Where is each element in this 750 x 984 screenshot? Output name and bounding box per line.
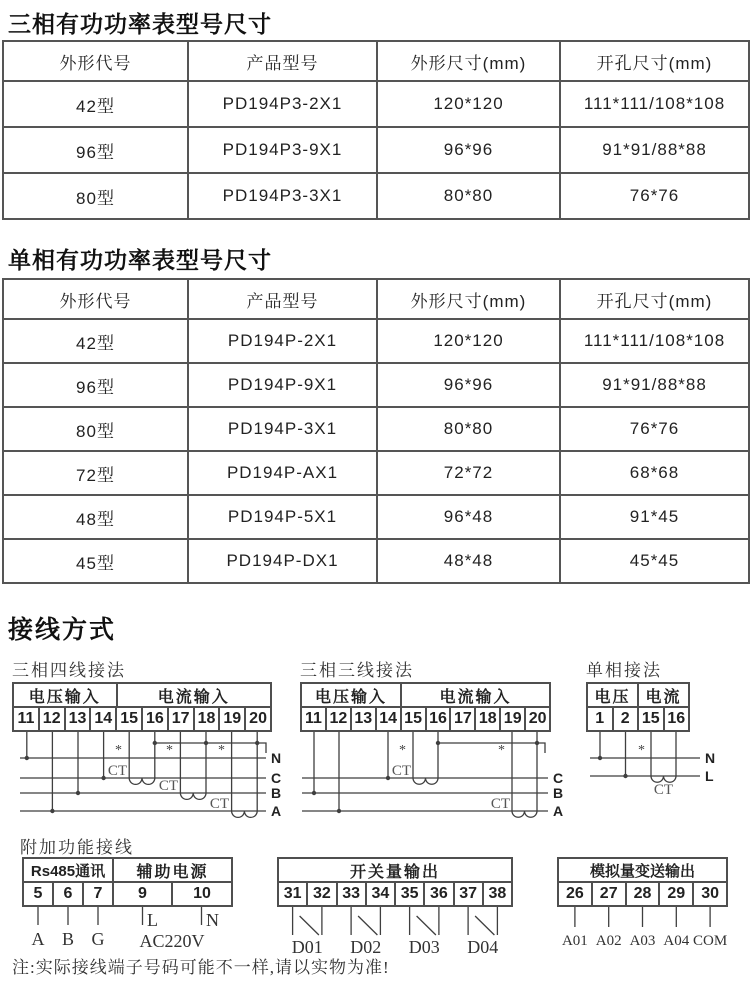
rs485-power-block	[22, 857, 237, 959]
table-row	[3, 319, 749, 363]
do1-label: D01	[291, 937, 323, 957]
terminal-11: 11	[304, 710, 322, 727]
ct-common-wire	[438, 743, 545, 753]
terminal-37: 37	[453, 883, 482, 905]
terminal-38: 38	[482, 883, 511, 905]
analog-output-wires	[557, 907, 732, 961]
terminal-32: 32	[306, 883, 335, 905]
terminal-13: 13	[64, 708, 90, 730]
ct-label: CT	[209, 796, 229, 812]
cell-cutout-size: 68*68	[560, 451, 749, 495]
ct-coil-phase-c	[413, 732, 438, 784]
voltage-header: 电压	[594, 688, 631, 706]
diagram-title: 三相三线接法	[300, 661, 414, 680]
cell-cutout-size: 111*111/108*108	[560, 319, 749, 363]
cell-shape-code: 45型	[3, 539, 188, 583]
terminal-strip	[557, 857, 728, 907]
three-phase-spec-table	[2, 40, 750, 220]
phase-label-a: A	[271, 803, 282, 819]
cell-outer-size: 96*96	[377, 363, 560, 407]
do3-label: D03	[408, 937, 440, 957]
terminal-12: 12	[325, 708, 350, 730]
strip-header-row	[559, 859, 726, 881]
single-phase-diagram-wires	[586, 732, 718, 812]
strip-header-row	[24, 859, 231, 881]
voltage-input-header: 电压输入	[28, 688, 101, 706]
terminal-14: 14	[375, 708, 400, 730]
terminal-20: 20	[244, 708, 270, 730]
diagram-title: 单相接法	[586, 661, 662, 680]
analog-output-header: 模拟量变送输出	[589, 862, 695, 880]
terminal-15: 15	[115, 708, 141, 730]
terminal-31: 31	[283, 885, 302, 902]
ct-label: CT	[490, 796, 510, 812]
terminal-14: 14	[89, 708, 115, 730]
cell-outer-size: 96*48	[377, 495, 560, 539]
table-header-row	[3, 279, 749, 319]
col-header-model: 产品型号	[188, 279, 377, 319]
rs485-a-label: A	[31, 929, 45, 949]
do2-label: D02	[350, 937, 382, 957]
com-label: COM	[693, 933, 728, 949]
terminal-27: 27	[591, 883, 625, 905]
ct-label: CT	[653, 782, 674, 798]
terminal-11: 11	[17, 710, 35, 727]
terminal-16: 16	[141, 708, 167, 730]
polarity-star: *	[638, 743, 645, 758]
polarity-star: *	[399, 743, 406, 758]
footer-note: 注:实际接线端子号码可能不一样,请以实物为准!	[12, 958, 390, 977]
cell-cutout-size: 91*91/88*88	[560, 363, 749, 407]
cell-outer-size: 120*120	[377, 319, 560, 363]
terminal-13: 13	[350, 708, 375, 730]
cell-outer-size: 96*96	[377, 127, 560, 173]
strip-terminal-row	[24, 881, 231, 905]
single-phase-table-title: 单相有功功率表型号尺寸	[8, 247, 272, 273]
rs485-g-label: G	[91, 929, 105, 949]
wiring-section-title: 接线方式	[8, 616, 117, 644]
table-row	[3, 363, 749, 407]
terminal-strip	[22, 857, 233, 907]
ao2-label: A02	[595, 933, 622, 949]
voltage-input-header: 电压输入	[314, 688, 387, 706]
polarity-star: *	[498, 743, 505, 758]
terminal-16: 16	[425, 708, 450, 730]
three-phase-table-title: 三相有功功率表型号尺寸	[8, 11, 272, 37]
diagram-title: 三相四线接法	[12, 661, 126, 680]
terminal-15: 15	[400, 708, 425, 730]
terminal-28: 28	[625, 883, 659, 905]
terminal-18: 18	[474, 708, 499, 730]
ao1-label: A01	[561, 933, 588, 949]
cell-shape-code: 42型	[3, 81, 188, 127]
terminal-26: 26	[566, 885, 584, 902]
col-header-shape-code: 外形代号	[3, 41, 188, 81]
strip-header-row	[279, 859, 511, 881]
terminal-6: 6	[52, 883, 82, 905]
cell-shape-code: 80型	[3, 407, 188, 451]
terminal-35: 35	[394, 883, 423, 905]
terminal-2: 2	[612, 708, 638, 730]
cell-model: PD194P-3X1	[188, 407, 377, 451]
ao4-label: A04	[663, 933, 690, 949]
table-row	[3, 127, 749, 173]
cell-model: PD194P-2X1	[188, 319, 377, 363]
terminal-strip	[12, 682, 272, 732]
terminal-29: 29	[658, 883, 692, 905]
table-row	[3, 173, 749, 219]
terminal-15: 15	[637, 708, 663, 730]
polarity-star: *	[115, 743, 122, 758]
table-row	[3, 81, 749, 127]
ct-label: CT	[158, 778, 178, 794]
current-input-header: 电流输入	[400, 684, 549, 706]
cell-cutout-size: 91*91/88*88	[560, 127, 749, 173]
cell-cutout-size: 76*76	[560, 407, 749, 451]
table-row	[3, 539, 749, 583]
cell-outer-size: 72*72	[377, 451, 560, 495]
relay-contact-blade	[475, 916, 494, 935]
terminal-strip	[586, 682, 690, 732]
phase-label-n: N	[271, 750, 282, 766]
digital-output-block	[277, 857, 513, 961]
analog-output-block	[557, 857, 732, 961]
terminal-10: 10	[171, 883, 231, 905]
cell-outer-size: 80*80	[377, 407, 560, 451]
terminal-strip	[300, 682, 551, 732]
cell-cutout-size: 45*45	[560, 539, 749, 583]
strip-header-row	[588, 684, 688, 706]
phase-label-c: C	[271, 770, 282, 786]
cell-shape-code: 42型	[3, 319, 188, 363]
strip-header-row	[14, 684, 270, 706]
rs485-comm-header: Rs485通讯	[30, 862, 106, 880]
junction-dots	[598, 756, 628, 778]
diagram-three-phase-four-wire	[12, 656, 302, 828]
relay-contact-blade	[358, 916, 377, 935]
ct-coil-phase-b	[180, 732, 206, 799]
digital-output-header: 开关量输出	[349, 863, 440, 881]
cell-model: PD194P3-9X1	[188, 127, 377, 173]
terminal-34: 34	[365, 883, 394, 905]
rs485-b-label: B	[61, 929, 75, 949]
strip-terminal-row	[588, 706, 688, 730]
ct-coil-phase-a	[512, 732, 537, 817]
four-wire-diagram-wires	[12, 732, 302, 828]
terminal-7: 7	[82, 883, 112, 905]
table-row	[3, 495, 749, 539]
terminal-19: 19	[218, 708, 244, 730]
strip-terminal-row	[559, 881, 726, 905]
terminal-5: 5	[33, 885, 43, 902]
cell-shape-code: 96型	[3, 127, 188, 173]
cell-shape-code: 48型	[3, 495, 188, 539]
ac220v-label: AC220V	[139, 931, 205, 951]
strip-terminal-row	[14, 706, 270, 730]
strip-header-row	[302, 684, 549, 706]
col-header-cutout-size: 开孔尺寸(mm)	[560, 279, 749, 319]
three-wire-diagram-wires	[300, 732, 568, 828]
terminal-33: 33	[336, 883, 365, 905]
current-input-header: 电流输入	[116, 684, 270, 706]
col-header-model: 产品型号	[188, 41, 377, 81]
terminal-16: 16	[663, 708, 689, 730]
live-label: L	[147, 910, 158, 930]
cell-model: PD194P-5X1	[188, 495, 377, 539]
table-row	[3, 451, 749, 495]
phase-label-a: A	[553, 803, 564, 819]
cell-shape-code: 72型	[3, 451, 188, 495]
col-header-outer-size: 外形尺寸(mm)	[377, 279, 560, 319]
cell-model: PD194P-DX1	[188, 539, 377, 583]
strip-terminal-row	[302, 706, 549, 730]
cell-model: PD194P-9X1	[188, 363, 377, 407]
ct-label: CT	[391, 763, 411, 779]
line-label-l: L	[705, 768, 714, 784]
aux-power-header: 辅助电源	[112, 859, 231, 881]
ao3-label: A03	[629, 933, 656, 949]
cell-model: PD194P-AX1	[188, 451, 377, 495]
terminal-36: 36	[423, 883, 452, 905]
polarity-star: *	[166, 743, 173, 758]
cell-cutout-size: 91*45	[560, 495, 749, 539]
ct-coil-line-l	[651, 732, 676, 782]
col-header-shape-code: 外形代号	[3, 279, 188, 319]
cell-cutout-size: 111*111/108*108	[560, 81, 749, 127]
diagram-single-phase	[586, 656, 718, 812]
cell-model: PD194P3-2X1	[188, 81, 377, 127]
cell-outer-size: 80*80	[377, 173, 560, 219]
terminal-strip	[277, 857, 513, 907]
cell-outer-size: 120*120	[377, 81, 560, 127]
cell-cutout-size: 76*76	[560, 173, 749, 219]
single-phase-spec-table	[2, 278, 750, 584]
strip-terminal-row	[279, 881, 511, 905]
cell-model: PD194P3-3X1	[188, 173, 377, 219]
line-label-n: N	[705, 750, 716, 766]
col-header-cutout-size: 开孔尺寸(mm)	[560, 41, 749, 81]
diagram-three-phase-three-wire	[300, 656, 568, 828]
terminal-18: 18	[193, 708, 219, 730]
ct-coil-phase-a	[232, 732, 258, 817]
phase-label-b: B	[553, 785, 564, 801]
aux-wiring-heading: 附加功能接线	[20, 838, 134, 857]
terminal-19: 19	[499, 708, 524, 730]
terminal-17: 17	[449, 708, 474, 730]
terminal-1: 1	[595, 710, 605, 727]
phase-label-c: C	[553, 770, 564, 786]
phase-label-b: B	[271, 785, 282, 801]
cell-outer-size: 48*48	[377, 539, 560, 583]
col-header-outer-size: 外形尺寸(mm)	[377, 41, 560, 81]
cell-shape-code: 96型	[3, 363, 188, 407]
rs485-wires	[22, 907, 237, 959]
current-header: 电流	[637, 684, 688, 706]
cell-shape-code: 80型	[3, 173, 188, 219]
do4-label: D04	[467, 937, 499, 957]
ct-label: CT	[107, 763, 127, 779]
terminal-17: 17	[167, 708, 193, 730]
terminal-20: 20	[524, 708, 549, 730]
table-row	[3, 407, 749, 451]
relay-contact-blade	[300, 916, 319, 935]
polarity-star: *	[218, 743, 225, 758]
relay-contact-blade	[417, 916, 436, 935]
terminal-9: 9	[112, 883, 171, 905]
terminal-12: 12	[38, 708, 64, 730]
terminal-30: 30	[692, 883, 726, 905]
table-header-row	[3, 41, 749, 81]
neutral-label: N	[206, 910, 219, 930]
